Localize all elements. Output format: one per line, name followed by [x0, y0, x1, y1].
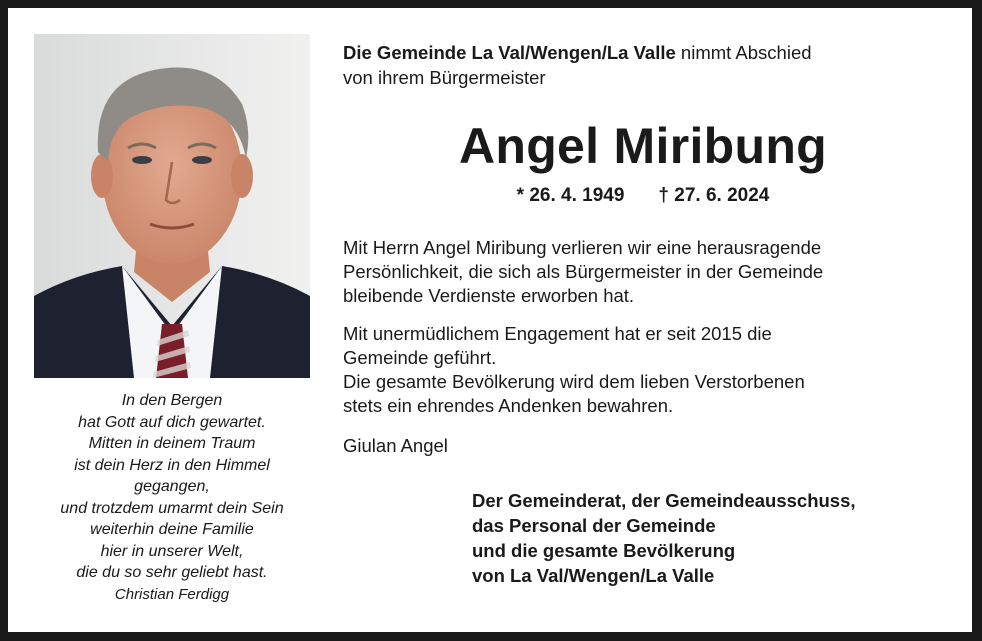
text-line: Persönlichkeit, die sich als Bürgermeister in der Gemeinde [343, 261, 824, 282]
poem-line: Mitten in deinem Traum [88, 435, 256, 452]
intro-text [343, 40, 953, 90]
poem-author: Christian Ferdigg [114, 585, 230, 603]
death-date: † 27. 6. 2024 [658, 185, 770, 206]
mourners-line: von La Val/Wengen/La Valle [472, 565, 715, 586]
text-line: stets ein ehrendes Andenken bewahren. [343, 395, 674, 416]
life-dates [343, 183, 943, 209]
mourners-line: das Personal der Gemeinde [472, 515, 716, 536]
memorial-poem [30, 390, 314, 605]
text-line: Mit Herrn Angel Miribung verlieren wir eine herausragende [343, 237, 822, 258]
poem-line: weiterhin deine Familie [90, 521, 254, 538]
deceased-name: Angel Miribung [458, 118, 828, 174]
poem-line: In den Bergen [121, 392, 223, 409]
community-name: Die Gemeinde La Val/Wengen/La Valle [343, 42, 676, 63]
intro-line-2: von ihrem Bürgermeister [343, 67, 546, 88]
poem-line: ist dein Herz in den Himmel [74, 456, 270, 474]
text-line: Die gesamte Bevölkerung wird dem lieben Verstorbenen [343, 371, 805, 392]
poem-line: gegangen, [134, 478, 210, 495]
tribute-paragraph-2 [343, 322, 948, 418]
signer-name: Giulan Angel [343, 435, 448, 456]
poem-line: und trotzdem umarmt dein Sein [60, 499, 284, 517]
poem-line: die du so sehr geliebt hast. [76, 564, 268, 581]
intro-rest: nimmt Abschied [675, 42, 812, 63]
text-line: bleibende Verdienste erworben hat. [343, 285, 635, 306]
tribute-paragraph-1 [343, 236, 948, 308]
portrait-photo [34, 34, 310, 378]
text-line: Mit unermüdlichem Engagement hat er seit 2015 die [343, 323, 772, 344]
mourners-line: Der Gemeinderat, der Gemeindeausschuss, [472, 490, 856, 511]
poem-line: hat Gott auf dich gewartet. [78, 413, 266, 431]
mourners-block [472, 488, 952, 588]
text-line: Gemeinde geführt. [343, 347, 497, 368]
obituary-card [8, 8, 972, 632]
poem-line: hier in unserer Welt, [100, 542, 244, 560]
birth-date: * 26. 4. 1949 [516, 185, 625, 206]
mourners-line: und die gesamte Bevölkerung [472, 540, 736, 561]
